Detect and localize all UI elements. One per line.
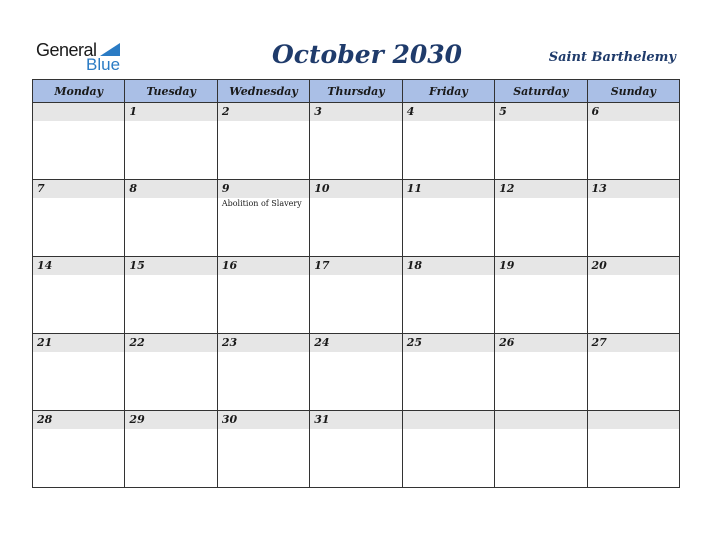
day-cell <box>310 334 402 411</box>
day-number: 24 <box>310 334 401 352</box>
day-number: 10 <box>310 180 401 198</box>
day-number: 30 <box>218 411 309 429</box>
day-number <box>588 411 679 429</box>
day-number: 16 <box>218 257 309 275</box>
week-row <box>33 334 680 411</box>
day-cell <box>217 257 309 334</box>
weekday-header: Thursday <box>310 80 402 103</box>
weekday-header: Monday <box>33 80 125 103</box>
day-cell <box>495 334 587 411</box>
country-name: Saint Barthelemy <box>548 50 676 65</box>
day-cell <box>125 411 217 488</box>
day-cell <box>587 103 679 180</box>
day-cell <box>217 411 309 488</box>
day-cell <box>310 257 402 334</box>
day-number: 21 <box>33 334 124 352</box>
day-number: 22 <box>125 334 216 352</box>
day-number: 31 <box>310 411 401 429</box>
day-number: 27 <box>588 334 679 352</box>
weekday-header: Sunday <box>587 80 679 103</box>
logo-text-general: General <box>36 40 97 60</box>
day-number <box>33 103 124 121</box>
day-cell <box>402 103 494 180</box>
day-cell <box>310 411 402 488</box>
week-row <box>33 103 680 180</box>
day-cell <box>587 334 679 411</box>
day-number: 20 <box>588 257 679 275</box>
weekday-header: Friday <box>402 80 494 103</box>
day-number: 23 <box>218 334 309 352</box>
day-cell <box>402 180 494 257</box>
day-number: 29 <box>125 411 216 429</box>
holiday-label: Abolition of Slavery <box>221 199 302 208</box>
day-number: 4 <box>403 103 494 121</box>
day-cell <box>125 257 217 334</box>
week-row <box>33 180 680 257</box>
day-number: 18 <box>403 257 494 275</box>
day-number: 15 <box>125 257 216 275</box>
day-cell <box>402 257 494 334</box>
day-cell <box>217 103 309 180</box>
day-cell <box>587 257 679 334</box>
day-number: 14 <box>33 257 124 275</box>
day-cell <box>587 180 679 257</box>
day-number: 3 <box>310 103 401 121</box>
day-cell <box>125 180 217 257</box>
day-number: 11 <box>403 180 494 198</box>
day-number: 6 <box>588 103 679 121</box>
day-number: 12 <box>495 180 586 198</box>
day-number: 1 <box>125 103 216 121</box>
day-cell <box>33 334 125 411</box>
day-number: 2 <box>218 103 309 121</box>
day-cell <box>33 180 125 257</box>
day-number: 13 <box>588 180 679 198</box>
generalblue-logo <box>36 40 136 74</box>
day-cell <box>495 257 587 334</box>
day-cell <box>310 180 402 257</box>
day-cell <box>587 411 679 488</box>
day-cell <box>495 103 587 180</box>
day-cell <box>310 103 402 180</box>
day-cell <box>402 334 494 411</box>
calendar-grid <box>32 79 680 488</box>
day-number: 9 <box>218 180 309 198</box>
day-cell <box>33 103 125 180</box>
day-cell <box>495 411 587 488</box>
day-cell <box>495 180 587 257</box>
day-cell <box>33 411 125 488</box>
day-number: 28 <box>33 411 124 429</box>
day-number: 19 <box>495 257 586 275</box>
day-cell <box>33 257 125 334</box>
calendar-title: October 2030 <box>272 40 463 69</box>
week-row <box>33 411 680 488</box>
day-cell <box>217 334 309 411</box>
day-cell <box>125 103 217 180</box>
day-number <box>403 411 494 429</box>
day-number: 17 <box>310 257 401 275</box>
logo-text-blue: Blue <box>86 55 121 74</box>
day-cell <box>402 411 494 488</box>
weekday-header-row <box>33 80 680 103</box>
day-number: 25 <box>403 334 494 352</box>
day-number: 8 <box>125 180 216 198</box>
weekday-header: Tuesday <box>125 80 217 103</box>
week-row <box>33 257 680 334</box>
day-cell <box>217 180 309 257</box>
day-number: 7 <box>33 180 124 198</box>
weekday-header: Wednesday <box>217 80 309 103</box>
day-number: 26 <box>495 334 586 352</box>
weekday-header: Saturday <box>495 80 587 103</box>
day-cell <box>125 334 217 411</box>
day-number <box>495 411 586 429</box>
day-number: 5 <box>495 103 586 121</box>
